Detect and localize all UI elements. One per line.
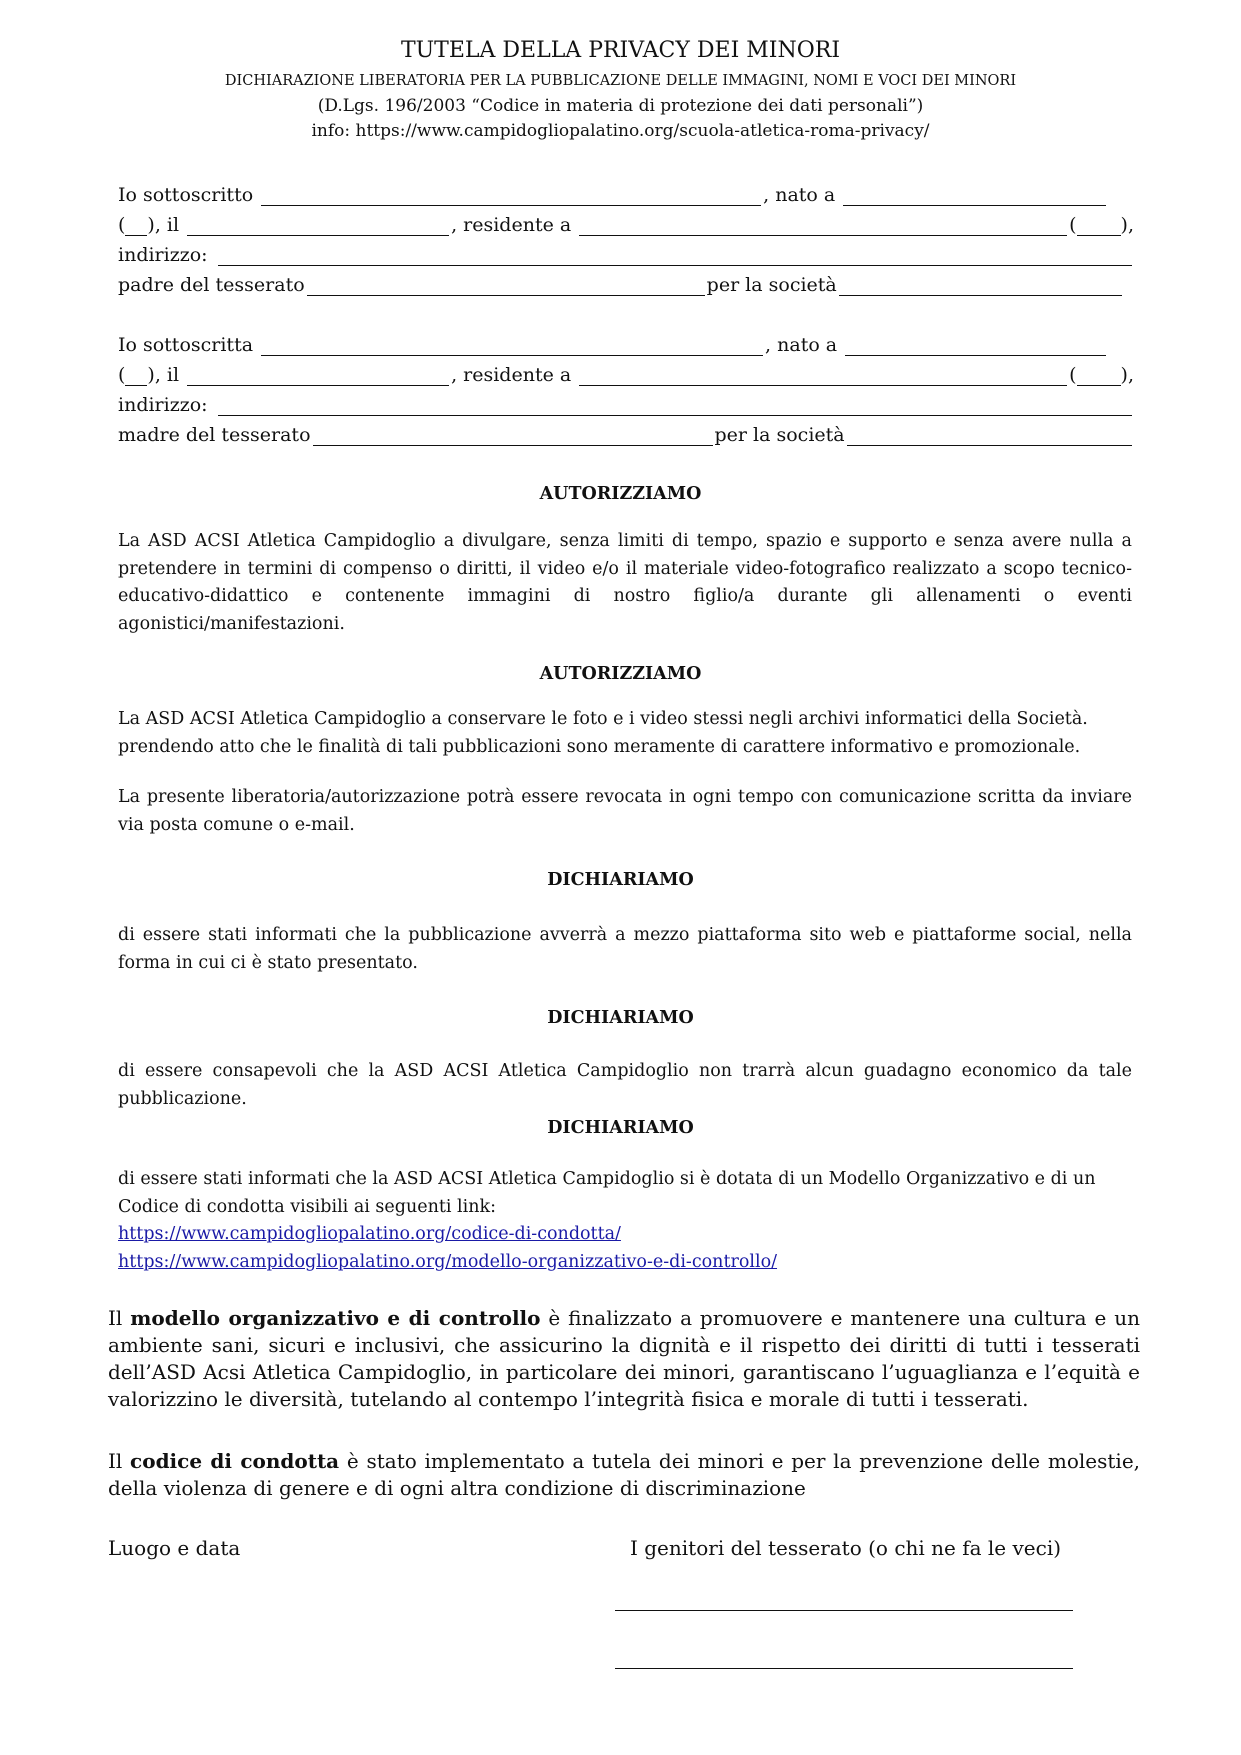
father-society-field[interactable]: [839, 275, 1122, 296]
declare-heading-3: DICHIARIAMO: [547, 1118, 694, 1138]
declare-text-3-body: di essere stati informati che la ASD ACSI Atletica Campidoglio si è dotata di un Modello Organizzativo e di un Codice di condotta visibili ai seguenti link:: [118, 1169, 1096, 1217]
authorize-text-1: La ASD ACSI Atletica Campidoglio a divulgare, senza limiti di tempo, spazio e supporto e senza avere nulla a pretendere in termini di compenso o diritti, il video e/o il materiale video-fotografico realizzato a scopo tecnico-educativo-didattico e contenente immagini di nostro figlio/a durante gli allenamenti o eventi agonistici/manifestazioni.: [118, 531, 1132, 634]
father-address-label: indirizzo:: [118, 244, 208, 266]
document-subtitle: DICHIARAZIONE LIBERATORIA PER LA PUBBLICAZIONE DELLE IMMAGINI, NOMI E VOCI DEI MINORI: [224, 73, 1017, 89]
mother-address-label: indirizzo:: [118, 394, 208, 416]
mother-province-field[interactable]: [125, 365, 147, 386]
father-province-open: (: [118, 214, 126, 236]
mother-birthdate-field[interactable]: [187, 365, 449, 386]
authorize-text-2-line-2: prendendo atto che le finalità di tali pubblicazioni sono meramente di carattere informativo e promozionale.: [118, 736, 1081, 757]
mother-paren-open: (: [1069, 364, 1077, 386]
mother-born-label: , nato a: [765, 334, 838, 356]
father-residence-field[interactable]: [579, 215, 1067, 236]
mother-date-label: ), il: [147, 364, 180, 386]
declare-heading-1: DICHIARIAMO: [547, 870, 694, 890]
father-birthdate-field[interactable]: [187, 215, 449, 236]
declare-text-2: di essere consapevoli che la ASD ACSI Atletica Campidoglio non trarrà alcun guadagno economico da tale pubblicazione.: [118, 1061, 1132, 1109]
father-address-row: [118, 240, 1134, 266]
mother-address-row: [118, 390, 1134, 416]
father-address-field[interactable]: [218, 245, 1132, 266]
model-bold-term: modello organizzativo e di controllo: [130, 1306, 541, 1330]
father-relation-row: [118, 270, 1134, 296]
code-prefix: Il: [108, 1449, 131, 1473]
info-url: info: https://www.campidogliopalatino.org/scuola-atletica-roma-privacy/: [311, 121, 930, 141]
organizational-model-link[interactable]: https://www.campidogliopalatino.org/modello-organizzativo-e-di-controllo/: [118, 1251, 778, 1272]
place-date-label: Luogo e data: [108, 1536, 241, 1560]
code-bold-term: codice di condotta: [130, 1449, 340, 1473]
model-paragraph: [108, 1305, 1140, 1413]
father-born-label: , nato a: [763, 184, 836, 206]
declare-text-3: [118, 1166, 1132, 1276]
father-residence-province-field[interactable]: [1077, 215, 1121, 236]
father-date-row: [118, 210, 1134, 236]
mother-name-label: Io sottoscritta: [118, 334, 254, 356]
authorize-text-2: [118, 706, 1132, 761]
signature-line-1[interactable]: [615, 1610, 1073, 1611]
father-date-label: ), il: [147, 214, 180, 236]
declare-text-1: di essere stati informati che la pubblicazione avverrà a mezzo piattaforma sito web e piattaforme social, nella forma in cui ci è stato presentato.: [118, 925, 1132, 973]
parents-label: I genitori del tesserato (o chi ne fa le veci): [630, 1536, 1062, 1560]
mother-name-row: [118, 330, 1134, 356]
mother-paren-close: ),: [1120, 364, 1134, 386]
mother-relation-label: madre del tesserato: [118, 424, 311, 446]
mother-resident-label: , residente a: [451, 364, 572, 386]
father-name-row: [118, 180, 1134, 206]
mother-society-label: per la società: [714, 424, 845, 446]
father-society-label: per la società: [706, 274, 837, 296]
father-athlete-field[interactable]: [307, 275, 705, 296]
law-reference: (D.Lgs. 196/2003 “Codice in materia di protezione dei dati personali”): [317, 96, 924, 116]
model-text: è finalizzato a promuovere e mantenere una cultura e un ambiente sani, sicuri e inclusivi, che assicurino la dignità e il rispetto dei diritti di tutti i tesserati dell’ASD Acsi Atletica Campidoglio, in particolare dei minori, garantiscano l’uguaglianza e l’equità e valorizzino le diversità, tutelando al contempo l’integrità fisica e morale di tutti i tesserati.: [108, 1306, 1140, 1411]
mother-residence-field[interactable]: [579, 365, 1067, 386]
father-birthplace-field[interactable]: [843, 185, 1106, 206]
document-title: TUTELA DELLA PRIVACY DEI MINORI: [400, 38, 841, 63]
mother-society-field[interactable]: [847, 425, 1132, 446]
code-paragraph: [108, 1448, 1140, 1502]
model-prefix: Il: [108, 1306, 131, 1330]
father-paren-close: ),: [1120, 214, 1134, 236]
father-relation-label: padre del tesserato: [118, 274, 305, 296]
mother-residence-province-field[interactable]: [1077, 365, 1121, 386]
authorize-heading-2: AUTORIZZIAMO: [539, 664, 702, 684]
father-paren-open: (: [1069, 214, 1077, 236]
mother-name-field[interactable]: [261, 335, 763, 356]
mother-birthplace-field[interactable]: [845, 335, 1106, 356]
father-name-label: Io sottoscritto: [118, 184, 254, 206]
father-resident-label: , residente a: [451, 214, 572, 236]
father-name-field[interactable]: [261, 185, 761, 206]
mother-address-field[interactable]: [218, 395, 1132, 416]
mother-relation-row: [118, 420, 1134, 446]
father-province-field[interactable]: [125, 215, 147, 236]
mother-athlete-field[interactable]: [313, 425, 713, 446]
mother-province-open: (: [118, 364, 126, 386]
signature-line-2[interactable]: [615, 1668, 1073, 1669]
declare-heading-2: DICHIARIAMO: [547, 1008, 694, 1028]
code-text: è stato implementato a tutela dei minori e per la prevenzione delle molestie, della violenza di genere e di ogni altra condizione di discriminazione: [108, 1449, 1141, 1500]
mother-date-row: [118, 360, 1134, 386]
revoke-text: La presente liberatoria/autorizzazione potrà essere revocata in ogni tempo con comunicazione scritta da inviare via posta comune o e-mail.: [118, 787, 1132, 835]
authorize-heading-1: AUTORIZZIAMO: [539, 484, 702, 504]
authorize-text-2-line-1: La ASD ACSI Atletica Campidoglio a conservare le foto e i video stessi negli archivi informatici della Società.: [118, 709, 1088, 729]
code-of-conduct-link[interactable]: https://www.campidogliopalatino.org/codice-di-condotta/: [118, 1224, 621, 1244]
